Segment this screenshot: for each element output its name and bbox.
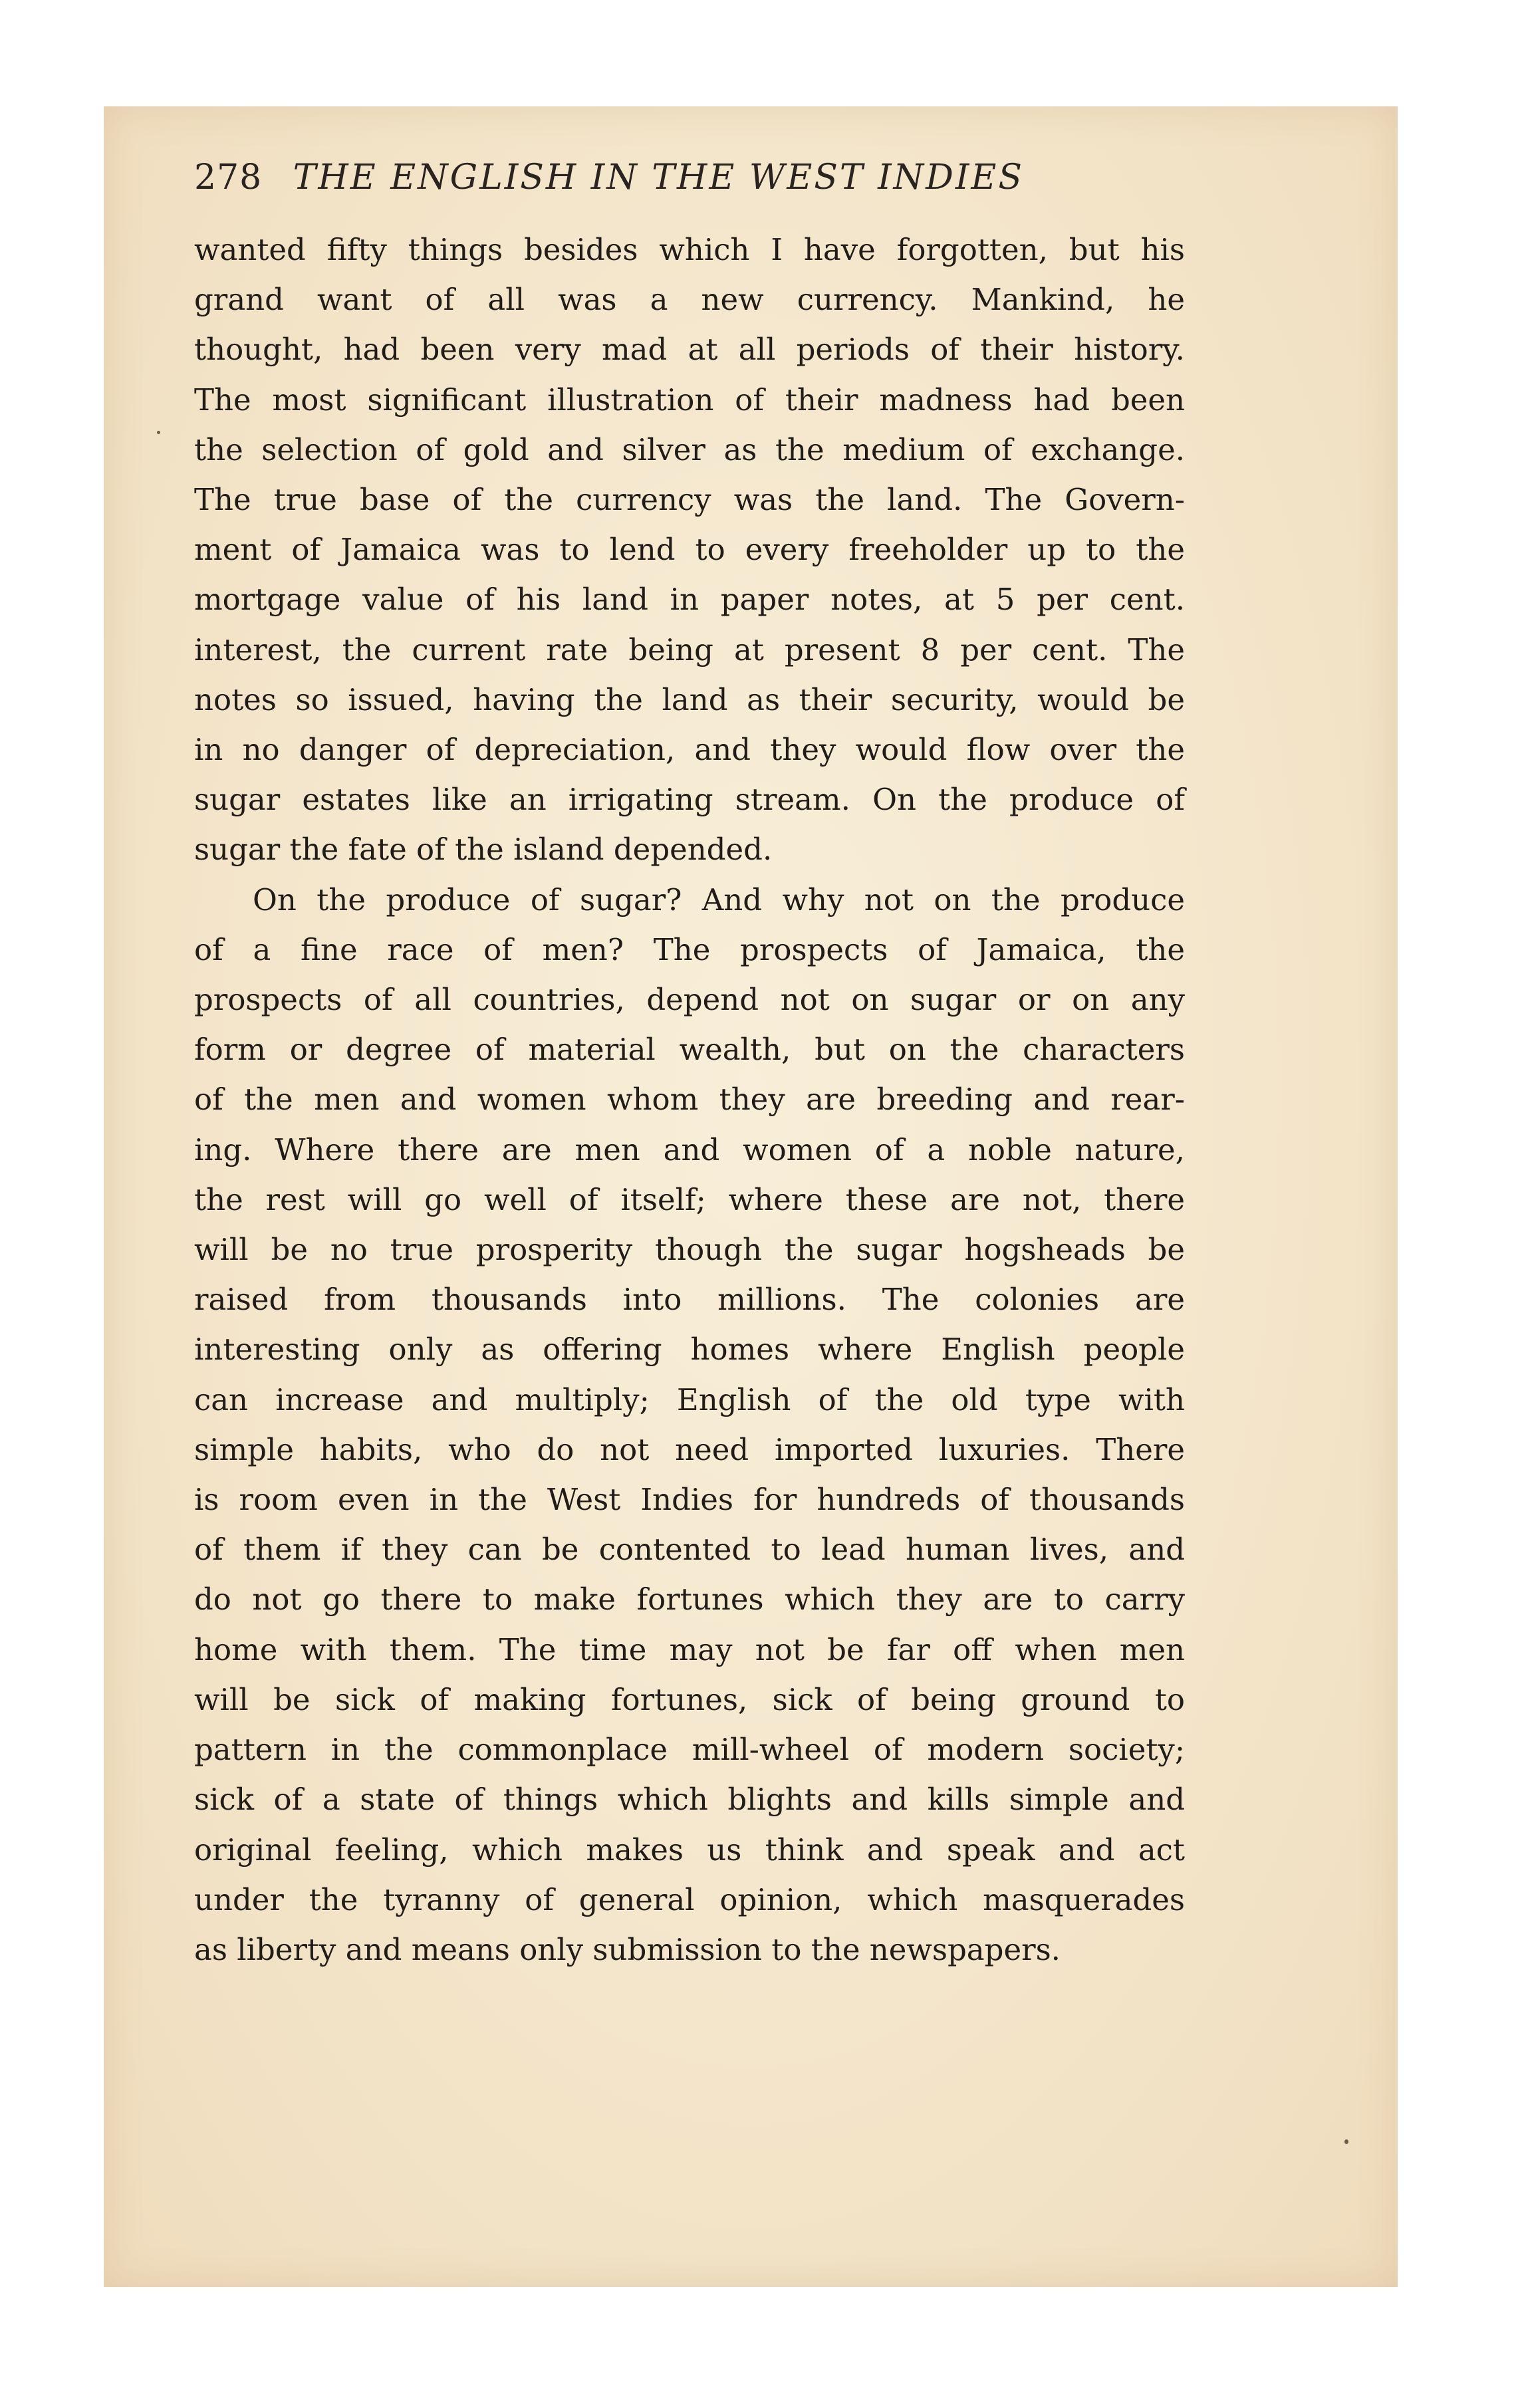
text-line: thought, had been very mad at all periods of their history.	[194, 332, 1185, 368]
text-line: grand want of all was a new currency. Mankind, he	[194, 282, 1185, 318]
text-line: form or degree of material wealth, but on the characters	[194, 1032, 1185, 1068]
text-line: wanted fifty things besides which I have forgotten, but his	[194, 232, 1185, 267]
text-line: of them if they can be contented to lead human lives, and	[194, 1532, 1185, 1568]
text-line: interesting only as offering homes where English people	[194, 1332, 1185, 1368]
body-text	[194, 225, 1185, 1975]
text-line: ing. Where there are men and women of a noble nature,	[194, 1132, 1185, 1167]
text-line: will be sick of making fortunes, sick of being ground to	[194, 1681, 1185, 1717]
text-line: home with them. The time may not be far off when men	[194, 1631, 1185, 1667]
text-line: of a fine race of men? The prospects of Jamaica, the	[194, 931, 1185, 967]
text-line: sugar estates like an irrigating stream. On the produce of	[194, 782, 1185, 818]
text-line: ment of Jamaica was to lend to every freeholder up to the	[194, 532, 1185, 568]
text-line: the selection of gold and silver as the medium of exchange.	[194, 431, 1185, 467]
text-line: can increase and multiply; English of the old type with	[194, 1382, 1185, 1417]
paper-speck	[1344, 2139, 1348, 2144]
text-line: the rest will go well of itself; where these are not, there	[194, 1181, 1185, 1217]
text-line: The most significant illustration of their madness had been	[194, 382, 1185, 418]
text-line: sugar the fate of the island depended.	[194, 832, 773, 868]
paragraph	[194, 875, 1185, 1975]
text-line: will be no true prosperity though the sugar hogsheads be	[194, 1232, 1185, 1268]
text-line: pattern in the commonplace mill-wheel of modern society;	[194, 1732, 1185, 1768]
text-line: of the men and women whom they are breeding and rear-	[194, 1082, 1185, 1118]
text-line: do not go there to make fortunes which they are to carry	[194, 1582, 1185, 1618]
text-line: under the tyranny of general opinion, which masquerades	[194, 1881, 1185, 1917]
text-line: sick of a state of things which blights and kills simple and	[194, 1782, 1185, 1818]
text-line: simple habits, who do not need imported luxuries. There	[194, 1431, 1185, 1467]
text-line: interest, the current rate being at present 8 per cent. The	[194, 632, 1185, 667]
text-line: original feeling, which makes us think and speak and act	[194, 1832, 1185, 1867]
text-line: On the produce of sugar? And why not on the produce	[253, 882, 1185, 917]
text-line: is room even in the West Indies for hundreds of thousands	[194, 1482, 1185, 1518]
paragraph	[194, 225, 1185, 875]
text-line: as liberty and means only submission to the newspapers.	[194, 1931, 1061, 1967]
text-line: raised from thousands into millions. The colonies are	[194, 1282, 1185, 1318]
text-line: mortgage value of his land in paper notes, at 5 per cent.	[194, 582, 1185, 618]
running-head	[194, 153, 1192, 198]
text-line: prospects of all countries, depend not on sugar or on any	[194, 982, 1185, 1018]
page-number: 278	[194, 158, 263, 197]
text-line: notes so issued, having the land as their security, would be	[194, 681, 1185, 717]
running-title: THE ENGLISH IN THE WEST INDIES	[293, 158, 1024, 197]
text-line: The true base of the currency was the land. The Govern-	[194, 482, 1185, 518]
text-line: in no danger of depreciation, and they would flow over the	[194, 732, 1185, 768]
paper-speck	[157, 431, 160, 434]
